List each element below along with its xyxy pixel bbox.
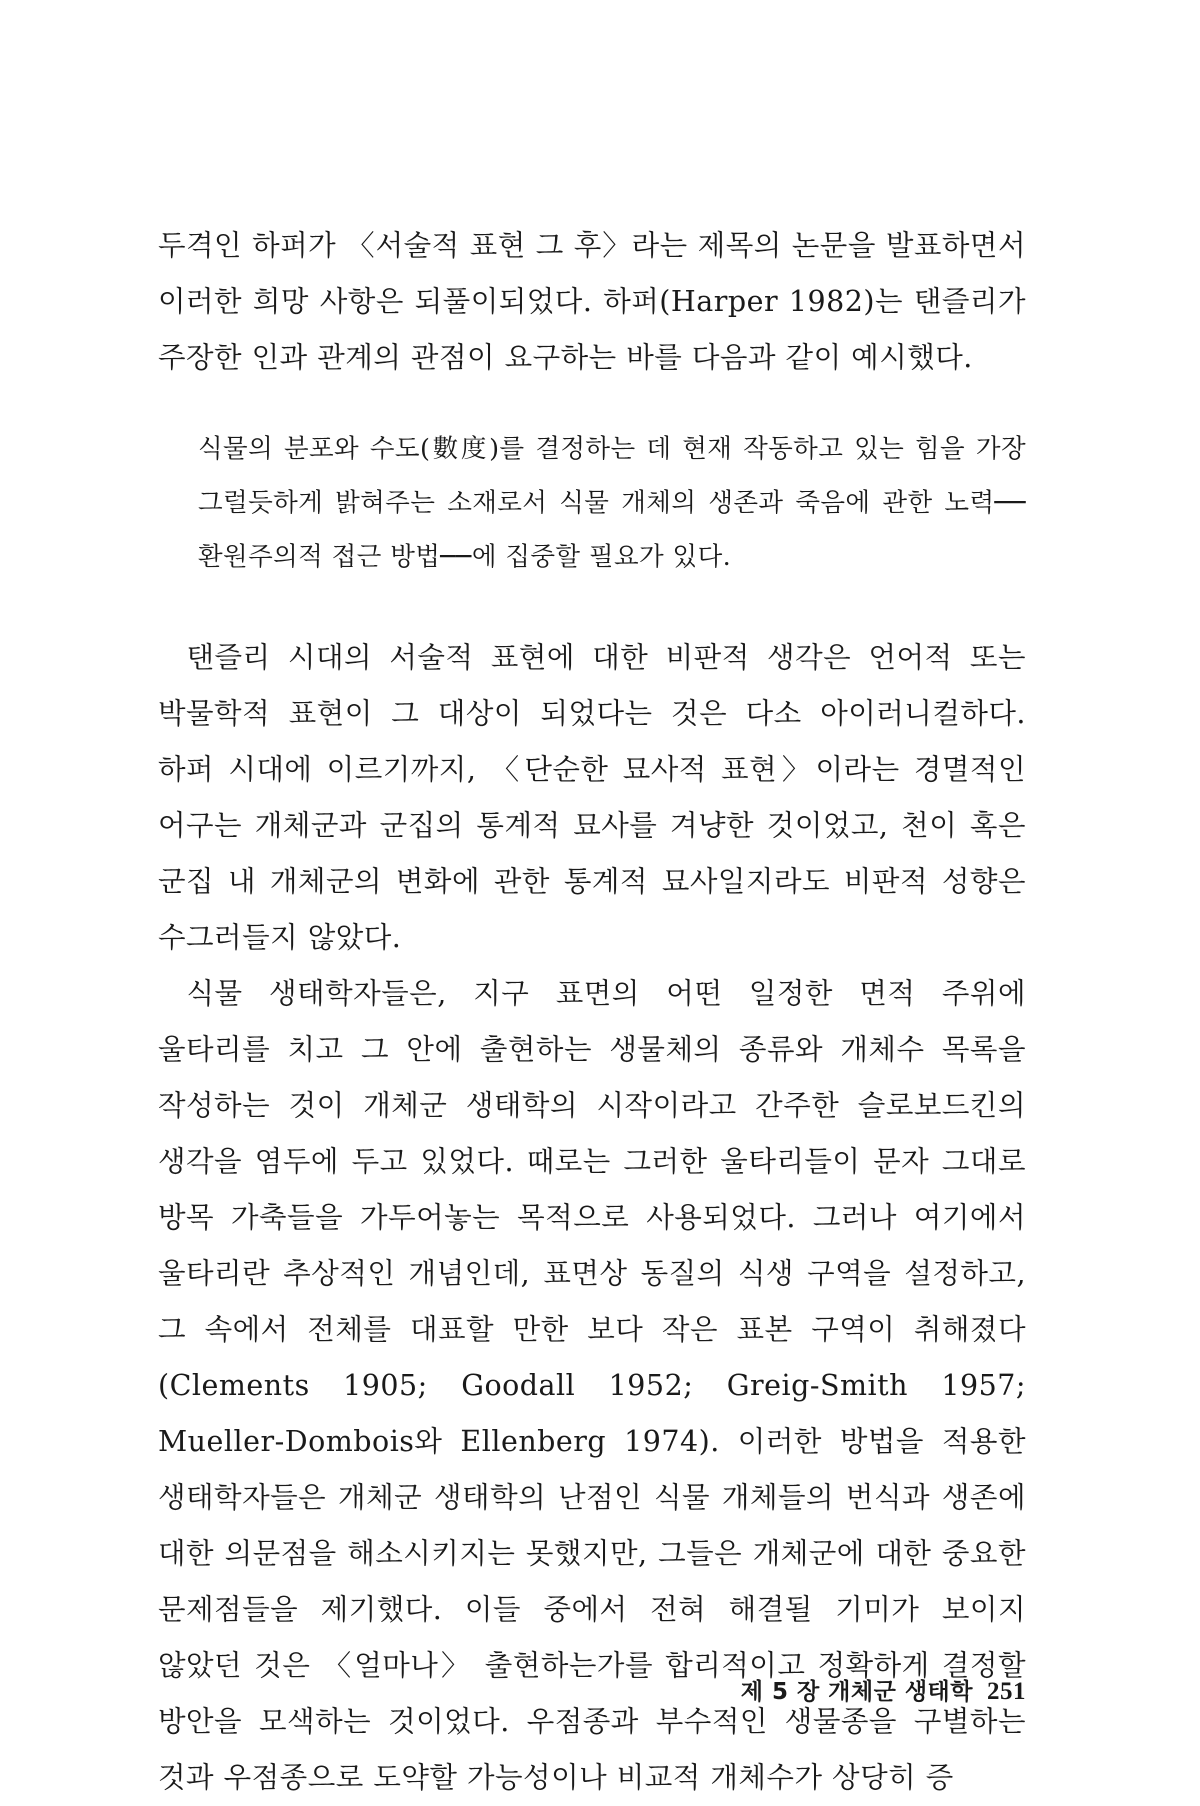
block-quote: 식물의 분포와 수도(數度)를 결정하는 데 현재 작동하고 있는 힘을 가장 그럴듯하게 밝혀주는 소재로서 식물 개체의 생존과 죽음에 관한 노력── 환원주의적 접근 방법──에 집중할 필요가 있다. — [198, 434, 1026, 572]
paragraph-3: 식물 생태학자들은, 지구 표면의 어떤 일정한 면적 주위에 울타리를 치고 그 안에 출현하는 생물체의 종류와 개체수 목록을 작성하는 것이 개체군 생태학의 시작이라고 간주한 슬로보드킨의 생각을 염두에 두고 있었다. 때로는 그러한 울타리들이 문자 그대로 방목 가축들을 가두어놓는 목적으로 사용되었다. 그러나 여기에서 울타리란 추상적인 개념인데, 표면상 동질의 식생 구역을 설정하고, 그 속에서 전체를 대표할 만한 보다 작은 표본 구역이 취해졌다(Clements 1905; Goodall 1952; Greig-Smith 1957; Mueller-Dombois와 Ellenberg 1974). 이러한 방법을 적용한 생태학자들은 개체군 생태학의 난점인 식물 개체들의 번식과 생존에 대한 의문점을 해소시키지는 못했지만, 그들은 개체군에 대한 중요한 문제점들을 제기했다. 이들 중에서 전혀 해결될 기미가 보이지 않았던 것은 〈얼마나〉 출현하는가를 합리적이고 정확하게 결정할 방안을 모색하는 것이었다. 우점종과 부수적인 생물종을 구별하는 것과 우점종으로 도약할 가능성이나 비교적 개체수가 상당히 증 — [158, 977, 1026, 1794]
page-number: 251 — [987, 1678, 1026, 1705]
page-body — [158, 218, 1026, 1806]
paragraph-1: 두격인 하퍼가 〈서술적 표현 그 후〉라는 제목의 논문을 발표하면서 이러한 희망 사항은 되풀이되었다. 하퍼(Harper 1982)는 탠즐리가 주장한 인과 관계의 관점이 요구하는 바를 다음과 같이 예시했다. — [158, 229, 1026, 374]
running-head: 제 5 장 개체군 생태학 — [740, 1679, 973, 1705]
paragraph-2: 탠즐리 시대의 서술적 표현에 대한 비판적 생각은 언어적 또는 박물학적 표현이 그 대상이 되었다는 것은 다소 아이러니컬하다. 하퍼 시대에 이르기까지, 〈단순한 묘사적 표현〉이라는 경멸적인 어구는 개체군과 군집의 통계적 묘사를 겨냥한 것이었고, 천이 혹은 군집 내 개체군의 변화에 관한 통계적 묘사일지라도 비판적 성향은 수그러들지 않았다. — [158, 641, 1026, 954]
page-footer — [158, 1673, 1026, 1706]
